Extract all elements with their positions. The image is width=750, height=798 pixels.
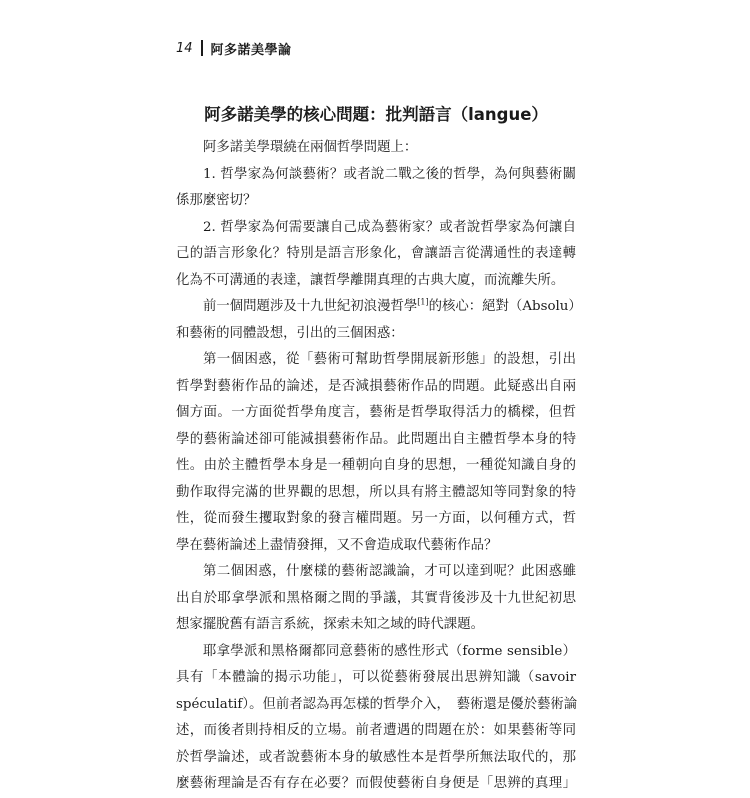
text-line: 2. 哲學家為何需要讓自己成為藝術家？或者說哲學家為何讓自 — [203, 219, 576, 235]
text-line: 具有「本體論的揭示功能」，可以從藝術發展出思辨知識（savoir — [176, 670, 576, 685]
text-line: 和藝術的同體設想，引出的三個困惑： — [176, 325, 404, 341]
text-line: 己的語言形象化？特別是語言形象化，會讓語言從溝通性的表達轉 — [176, 246, 576, 261]
text-line: 述，而後者則持相反的立場。前者遭遇的問題在於：如果藝術等同 — [176, 723, 576, 738]
body-text — [176, 135, 582, 798]
text-line: 想家擺脫舊有語言系統，探索未知之域的時代課題。 — [176, 617, 484, 632]
footnote-reference: [1] — [417, 297, 429, 307]
text-line: spéculatif）。但前者認為再怎樣的哲學介入， 藝術還是優於藝術論 — [176, 696, 578, 712]
text-line: 性，從而發生攫取對象的發言權問題。另一方面，以何種方式，哲 — [176, 511, 576, 526]
chapter-title: 阿多諾美學的核心問題：批判語言（langue） — [204, 105, 548, 124]
text-line: 第一個困惑，從「藝術可幫助哲學開展新形態」的設想，引出 — [203, 352, 576, 367]
text-line: 係那麼密切？ — [176, 193, 257, 208]
text-line: 學的藝術論述卻可能減損藝術作品。此問題出自主體哲學本身的特 — [176, 431, 576, 447]
text-line: 哲學對藝術作品的論述，是否減損藝術作品的問題。此疑惑出自兩 — [176, 378, 576, 394]
header-divider — [201, 40, 203, 56]
text-line: 阿多諾美學環繞在兩個哲學問題上： — [203, 140, 418, 155]
book-title: 阿多諾美學論 — [210, 42, 292, 58]
page-number: 14 — [176, 40, 193, 56]
text-line: 第二個困惑，什麼樣的藝術認識論，才可以達到呢？此困惑雖 — [203, 564, 576, 579]
text-line: 耶拿學派和黑格爾都同意藝術的感性形式（forme sensible） — [203, 643, 576, 659]
text-line: 化為不可溝通的表達，讓哲學離開真理的古典大廈，而流離失所。 — [176, 272, 565, 288]
text-line: 前一個問題涉及十九世紀初浪漫哲學[1]的核心：絕對（Absolu） — [203, 297, 582, 314]
text-line: 出自於耶拿學派和黑格爾之間的爭議，其實背後涉及十九世紀初思 — [176, 590, 576, 606]
text-line: 性。由於主體哲學本身是一種朝向自身的思想，一種從知識自身的 — [176, 458, 576, 473]
text-line: 學在藝術論述上盡情發揮，又不會造成取代藝術作品？ — [176, 537, 498, 553]
text-line: 動作取得完滿的世界觀的思想，所以具有將主體認知等同對象的特 — [176, 484, 576, 500]
text-line: 個方面。一方面從哲學角度言，藝術是哲學取得活力的橋樑，但哲 — [176, 405, 576, 420]
text-line: 1. 哲學家為何談藝術？或者說二戰之後的哲學，為何與藝術關 — [203, 166, 576, 182]
running-header — [176, 38, 292, 58]
text-line: 麼藝術理論是否有存在必要？而假使藝術自身便是「思辨的真理」 — [176, 776, 576, 791]
text-line: 於哲學論述，或者說藝術本身的敏感性本是哲學所無法取代的，那 — [176, 749, 576, 765]
